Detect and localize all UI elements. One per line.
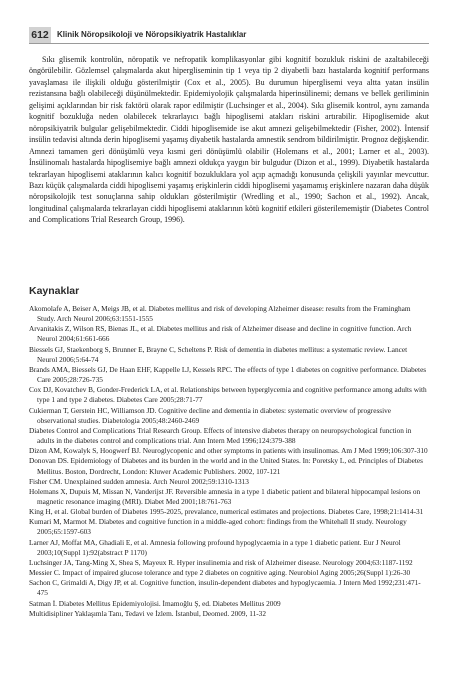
reference-item: Fisher CM. Unexplained sudden amnesia. Arch Neurol 2002;59:1310-1313 — [29, 476, 249, 486]
reference-item: Luchsinger JA, Tang-Ming X, Shea S, Mayeux R. Hyper insulinemia and risk of Alzheimer disease. Neurology 2004;63:1187-1192 — [29, 557, 413, 567]
reference-item: Diabetes Control and Complications Trial Research Group. Effects of intensive diabetes therapy on neuropsychological function in adults in the diabetes control and complications trial. Ann Intern Med 1996;124:379-388 — [29, 425, 412, 446]
running-title: Klinik Nöropsikoloji ve Nöropsikiyatrik Hastalıklar — [57, 30, 247, 39]
reference-item: Donovan DS. Epidemiology of Diabetes and its burden in the world and in the United States. In: Poretsky L, ed. Principles of Diabetes Mellitus. Boston, Dordrecht, London: Kluwer Academic Publishers. 2002, 107-121 — [29, 456, 423, 476]
reference-item: Akomolafe A, Beiser A, Meigs JB, et al. Diabetes mellitus and risk of developing Alzheimer disease: results from the Framingham Study. Arch Neurol 2006;63:1551-1555 — [29, 304, 411, 324]
reference-item: Sachon C, Grimaldi A, Digy JP, et al. Cognitive function, insulin-dependent diabetes and hypoglycaemia. J Intern Med 1992;231:471-475 — [29, 578, 421, 598]
reference-item: Multidisipliner Yaklaşımla Tanı, Tedavi ve İzlem. İstanbul, Deomed. 2009, 11-32 — [29, 608, 266, 618]
reference-item: Cukierman T, Gerstein HC, Williamson JD. Cognitive decline and dementia in diabetes: systematic overview of progressive observational studies. Diabetologia 2005;48:2460-2469 — [29, 405, 392, 425]
reference-item: Larner AJ, Moffat MA, Ghadiali E, et al. Amnesia following profound hypoglycaemia in a type 1 diabetic patient. Eur J Neurol 2003;10(Suppl 1):92(abstract P 1170) — [29, 537, 401, 557]
reference-item: Arvanitakis Z, Wilson RS, Bienas JL, et al. Diabetes mellitus and risk of Alzheimer disease and decline in cognitive function. Arch Neurol 2004;61:661-666 — [29, 324, 412, 344]
references-heading: Kaynaklar — [29, 285, 80, 297]
page-header — [29, 27, 429, 44]
page-number: 612 — [29, 27, 51, 43]
reference-item: Dizon AM, Kowalyk S, Hoogwerf BJ. Neuroglycopenic and other symptoms in patients with insulinomas. Am J Med 1999;106:307-310 — [29, 446, 428, 456]
reference-item: Biessels GJ, Staekenborg S, Brunner E, Brayne C, Scheltens P. Risk of dementia in diabetes mellitus: a systematic review. Lancet Neurol 2006;5:64-74 — [29, 344, 408, 364]
reference-item: Cox DJ, Kovatchev B, Gonder-Frederick LA, et al. Relationships between hyperglycemia and cognitive performance among adults with type 1 and type 2 diabetes. Diabetes Care 2005;28:71-77 — [29, 385, 427, 405]
reference-list — [29, 304, 429, 619]
reference-item: Holemans X, Dupuis M, Missan N, Vanderijst JF. Reversible amnesia in a type 1 diabetic patient and bilateral hippocampal lesions on magnetic resonance imaging (MRI). Diabet Med 2001;18:761-763 — [29, 486, 421, 506]
reference-item: King H, et al. Global burden of Diabetes 1995-2025, prevalance, numerical estimates and projections. Diabetes Care, 1998;21:1414-31 — [29, 507, 424, 517]
reference-item: Messier C. Impact of impaired glucose tolerance and type 2 diabetes on cognitive aging. Neurobiol Aging 2005;26(Suppl 1):26-30 — [29, 568, 411, 578]
reference-item: Satman İ. Diabetes Mellitus Epidemiyolojisi. İmamoğlu Ş, ed. Diabetes Mellitus 2009 — [29, 598, 281, 608]
reference-item: Brands AMA, Biessels GJ, De Haan EHF, Kappelle LJ, Kessels RPC. The effects of type 1 diabetes on cognitive performance. Diabetes Care 2005;28:726-735 — [29, 364, 427, 385]
body-paragraph: Sıkı glisemik kontrolün, nöropatik ve nefropatik komplikasyonlar gibi kognitif bozukluk riskini de azaltabileceği öngörülebilir. Gözlemsel çalışmalarda akut hipergliseminin tip 1 veya tip 2 diyabetli bazı hastalarda kognitif performans yavaşlaması ile ilişkili olduğu gösterilmiştir (Cox et al., 2005). Bu durumun hiperglisemi veya altta yatan insülin rezistansına bağlı olabileceği düşünülmektedir. Epidemiyolojik çalışmalarda hiperinsülinemi; demans ve bellek geriliminin gelişimi açıklarından bir risk faktörü olarak rapor edilmiştir (Luchsinger et al., 2004). Sıkı glisemik kontrol, aynı zamanda kognitif bozukluğa neden olabilecek tekrarlayıcı bağlı hipoglisemi atakları riskini artırabilir. Hipoglisemide akut nöropsikiyatrik bulgular gelişebilmektedir. Ciddi hipoglisemide ise akut amnezi gelişebilmektedir (Fisher, 2002). İntensif insülin tedavisi altında derin hipoglisemi yaşamış diyabetik hastalarda amnestik sendrom bildirilmiştir. Prognoz değişkendir. Amnezi tamamen geri dönüşümlü veya kısmi geri dönüşümlü olabilir (Holemans et al., 2001; Larner et al., 2003). İnsülinomalı hastalarda hipoglisemiye bağlı amnezi oldukça yaygın bir bulgudur (Dizon et al., 1999). Diyabetik hastalarda tekrarlayan hipoglisemi ataklarının kalıcı kognitif bozukluklara yol açıp açmadığı konusunda çelişkili yayınlar mevcuttur. Bazı küçük çalışmalarda ciddi hipoglisemi yaşamış erişkinlerin ciddi hipoglisemi yaşamamış erişkinlere nazaran daha düşük nöropsikolojik test sonuçlarına sahip oldukları gösterilmiştir (Wredling et al., 1990; Sachon et al., 1992). Ancak, longitudinal çalışmalarda tekrarlayan ciddi hipoglisemi ataklarının kötü kognitif etkileri gösterilememiştir (Diabetes Control and Complications Trial Research Group, 1996). — [29, 55, 429, 225]
reference-item: Kumari M, Marmot M. Diabetes and cognitive function in a middle-aged cohort: findings from the Whitehall II study. Neurology 2005;65:1597-603 — [29, 517, 407, 537]
